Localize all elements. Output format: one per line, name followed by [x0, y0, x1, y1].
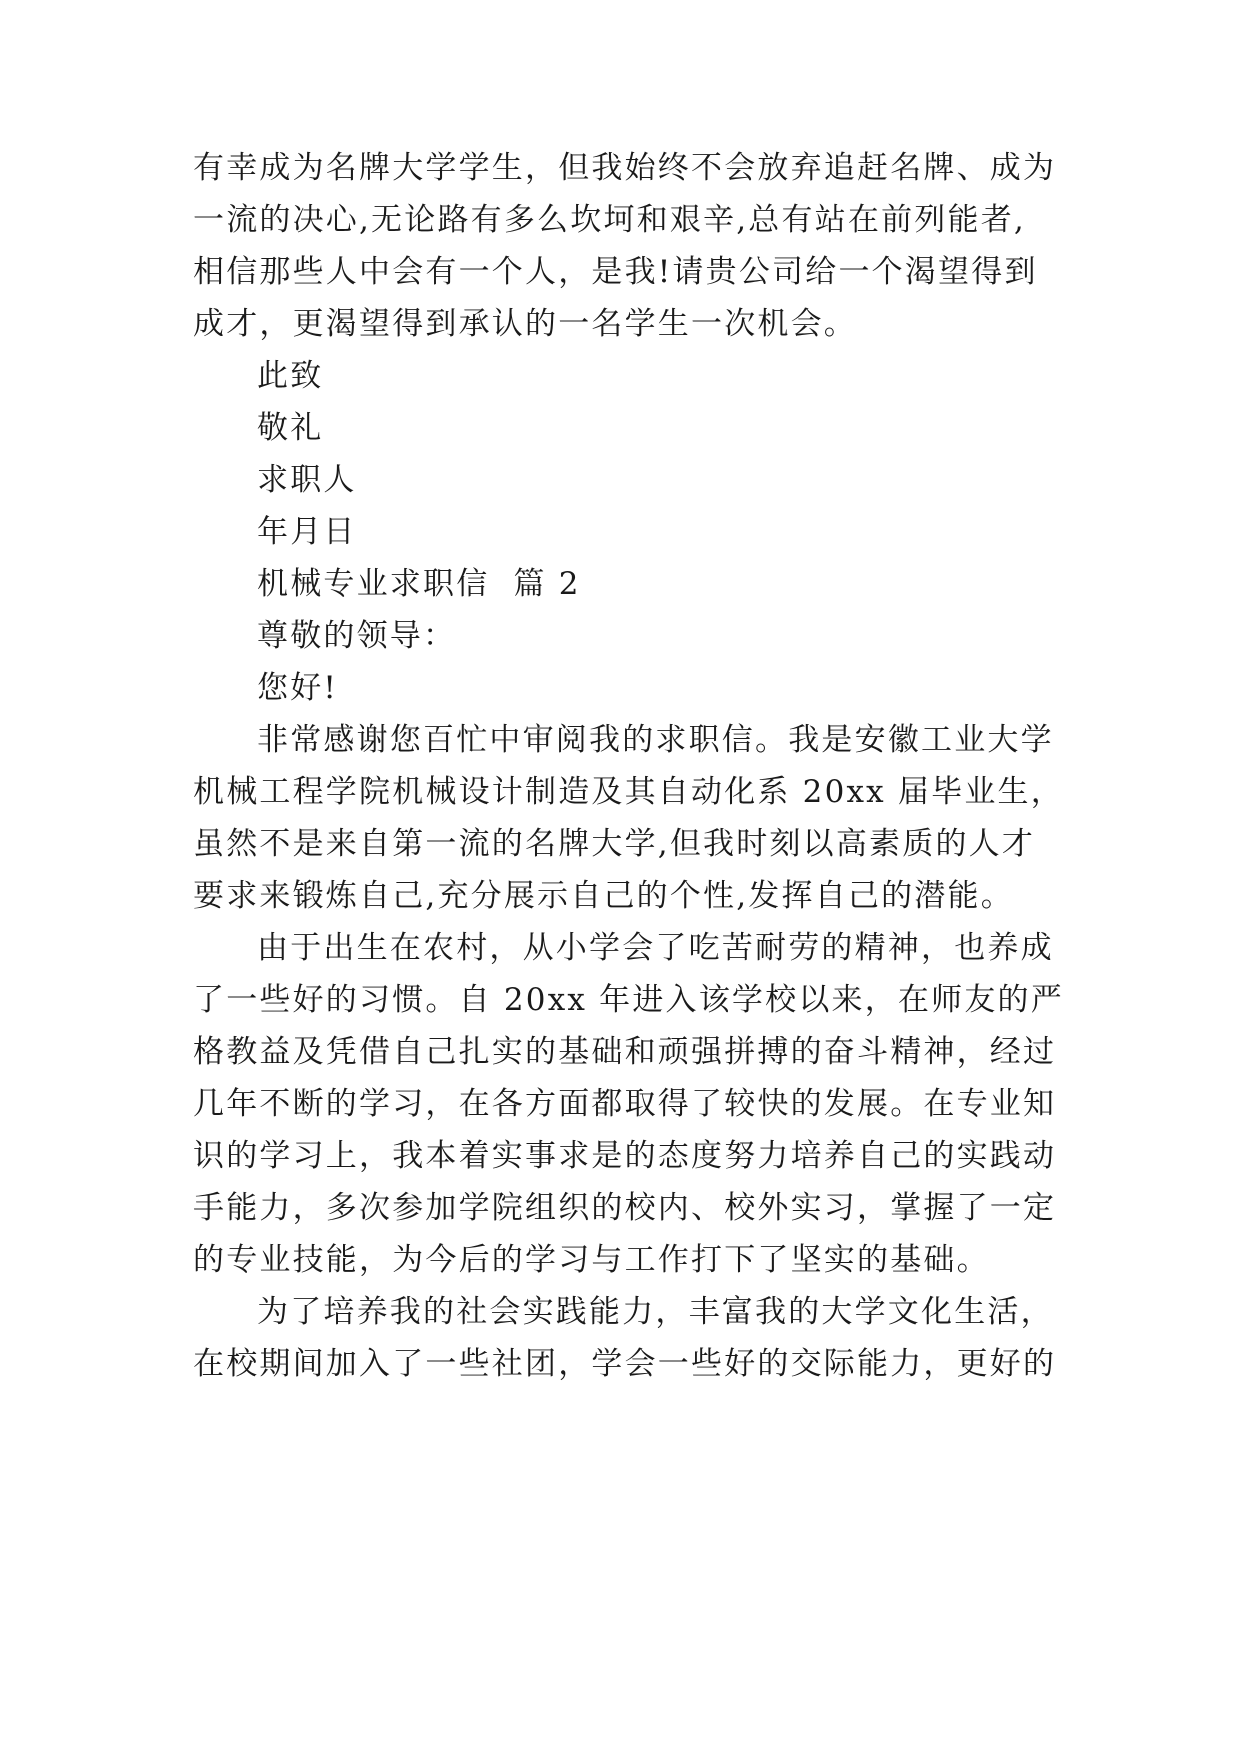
paragraph-line: 格教益及凭借自己扎实的基础和顽强拼搏的奋斗精神，经过 [193, 1034, 1057, 1070]
hello-line: 您好! [257, 670, 339, 706]
paragraph-line: 识的学习上，我本着实事求是的态度努力培养自己的实践动 [193, 1138, 1057, 1174]
closing-salutation: 此致 [257, 358, 324, 394]
paragraph-line: 了一些好的习惯。自 20xx 年进入该学校以来，在师友的严 [193, 982, 1064, 1018]
date-label: 年月日 [257, 514, 357, 550]
paragraph-line: 手能力，多次参加学院组织的校内、校外实习，掌握了一定 [193, 1190, 1057, 1226]
paragraph-line: 为了培养我的社会实践能力，丰富我的大学文化生活， [257, 1294, 1054, 1330]
paragraph-line: 相信那些人中会有一个人，是我!请贵公司给一个渴望得到 [193, 254, 1038, 290]
paragraph-line: 成才，更渴望得到承认的一名学生一次机会。 [193, 306, 857, 342]
paragraph-line: 在校期间加入了一些社团，学会一些好的交际能力，更好的 [193, 1346, 1057, 1382]
paragraph-line: 要求来锻炼自己,充分展示自己的个性,发挥自己的潜能。 [193, 878, 1014, 914]
paragraph-line: 虽然不是来自第一流的名牌大学,但我时刻以高素质的人才 [193, 826, 1036, 862]
section-title: 机械专业求职信 篇 2 [257, 566, 581, 602]
paragraph-line: 非常感谢您百忙中审阅我的求职信。我是安徽工业大学 [257, 722, 1054, 758]
paragraph-line: 有幸成为名牌大学学生，但我始终不会放弃追赶名牌、成为 [193, 150, 1057, 186]
paragraph-line: 的专业技能，为今后的学习与工作打下了坚实的基础。 [193, 1242, 990, 1278]
signature-label: 求职人 [257, 462, 357, 498]
paragraph-line: 几年不断的学习，在各方面都取得了较快的发展。在专业知 [193, 1086, 1057, 1122]
closing-regards: 敬礼 [257, 410, 324, 446]
paragraph-line: 一流的决心,无论路有多么坎坷和艰辛,总有站在前列能者, [193, 202, 1026, 238]
greeting: 尊敬的领导： [257, 618, 457, 654]
paragraph-line: 机械工程学院机械设计制造及其自动化系 20xx 届毕业生， [193, 774, 1064, 810]
paragraph-line: 由于出生在农村，从小学会了吃苦耐劳的精神，也养成 [257, 930, 1054, 966]
